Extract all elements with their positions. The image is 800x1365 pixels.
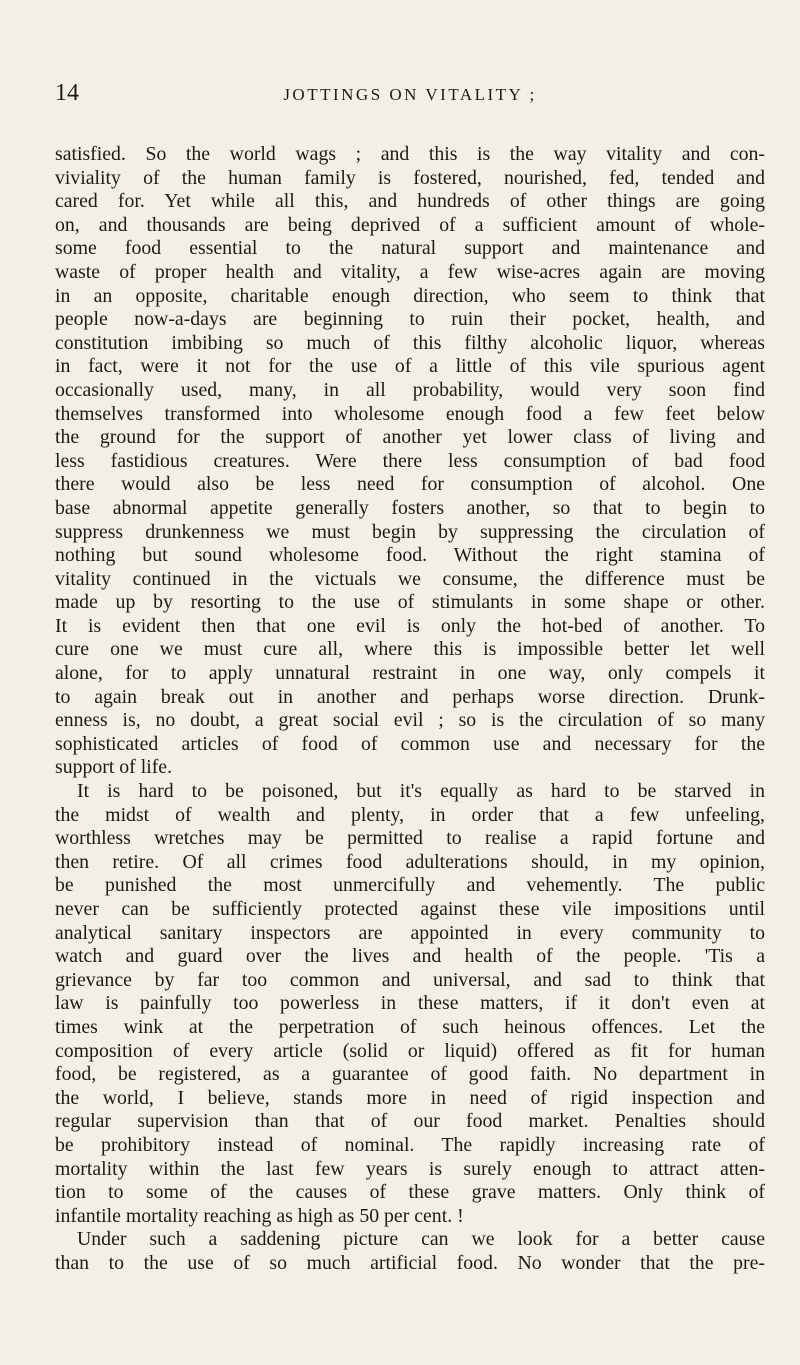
text-line: composition of every article (solid or liquid) offered as fit for human	[55, 1039, 765, 1062]
text-line: than to the use of so much artificial food. No wonder that the pre-	[55, 1251, 765, 1274]
text-line: enness is, no doubt, a great social evil ; so is the circulation of so many	[55, 709, 765, 732]
text-line: alone, for to apply unnatural restraint in one way, only compels it	[55, 662, 765, 685]
text-line: food, be registered, as a guarantee of good faith. No department in	[55, 1063, 765, 1086]
text-line: worthless wretches may be permitted to realise a rapid fortune and	[55, 827, 765, 850]
page-header	[55, 80, 765, 110]
text-line: infantile mortality reaching as high as 50 per cent. !	[55, 1204, 464, 1227]
text-line: never can be sufficiently protected against these vile impositions until	[55, 898, 765, 920]
text-line: grievance by far too common and universal, and sad to think that	[55, 968, 765, 991]
text-line: on, and thousands are being deprived of a sufficient amount of whole-	[55, 213, 765, 236]
text-line: tion to some of the causes of these grave matters. Only think of	[55, 1181, 765, 1204]
text-line: vitality continued in the victuals we consume, the difference must be	[55, 567, 765, 590]
text-line: mortality within the last few years is surely enough to attract atten-	[55, 1157, 765, 1180]
text-line: be punished the most unmercifully and vehemently. The public	[55, 874, 765, 897]
text-line: times wink at the perpetration of such heinous offences. Let the	[55, 1015, 765, 1038]
text-line: satisfied. So the world wags ; and this is the way vitality and con-	[55, 143, 765, 165]
text-line: watch and guard over the lives and health of the people. 'Tis a	[55, 945, 765, 968]
text-line: themselves transformed into wholesome enough food a few feet below	[55, 402, 765, 425]
text-line: the midst of wealth and plenty, in order that a few unfeeling,	[55, 803, 765, 826]
text-line: It is hard to be poisoned, but it's equally as hard to be starved in	[77, 780, 765, 803]
text-line: constitution imbibing so much of this filthy alcoholic liquor, whereas	[55, 331, 765, 354]
text-line: then retire. Of all crimes food adulterations should, in my opinion,	[55, 850, 765, 873]
text-line: some food essential to the natural support and maintenance and	[55, 237, 765, 260]
text-line: in an opposite, charitable enough direction, who seem to think that	[55, 284, 765, 307]
text-line: analytical sanitary inspectors are appointed in every community to	[55, 921, 765, 944]
text-line: Under such a saddening picture can we look for a better cause	[77, 1228, 765, 1251]
page-number: 14	[55, 80, 79, 106]
text-line: waste of proper health and vitality, a few wise-acres again are moving	[55, 260, 765, 283]
text-line: to again break out in another and perhaps worse direction. Drunk-	[55, 685, 765, 708]
text-line: in fact, were it not for the use of a little of this vile spurious agent	[55, 355, 765, 378]
text-line: sophisticated articles of food of common use and necessary for the	[55, 732, 765, 755]
text-line: made up by resorting to the use of stimulants in some shape or other.	[55, 591, 765, 614]
body-text	[55, 143, 765, 1276]
text-line: less fastidious creatures. Were there less consumption of bad food	[55, 449, 765, 472]
running-title: JOTTINGS ON VITALITY ;	[283, 85, 537, 104]
text-line: base abnormal appetite generally fosters another, so that to begin to	[55, 496, 765, 519]
text-line: nothing but sound wholesome food. Without the right stamina of	[55, 544, 765, 567]
text-line: be prohibitory instead of nominal. The rapidly increasing rate of	[55, 1133, 765, 1156]
text-line: the ground for the support of another yet lower class of living and	[55, 426, 765, 449]
text-line: regular supervision than that of our food market. Penalties should	[55, 1110, 765, 1133]
text-line: people now-a-days are beginning to ruin their pocket, health, and	[55, 308, 765, 331]
text-line: viviality of the human family is fostered, nourished, fed, tended and	[55, 166, 765, 189]
text-line: suppress drunkenness we must begin by suppressing the circulation of	[55, 520, 765, 543]
text-line: there would also be less need for consumption of alcohol. One	[55, 473, 765, 496]
text-line: It is evident then that one evil is only the hot-bed of another. To	[55, 614, 765, 637]
text-line: the world, I believe, stands more in need of rigid inspection and	[55, 1086, 765, 1109]
text-line: cared for. Yet while all this, and hundreds of other things are going	[55, 190, 765, 213]
text-line: occasionally used, many, in all probability, would very soon find	[55, 378, 765, 401]
text-line: law is painfully too powerless in these matters, if it don't even at	[55, 992, 765, 1015]
text-line: cure one we must cure all, where this is impossible better let well	[55, 638, 765, 661]
text-line: support of life.	[55, 756, 173, 779]
